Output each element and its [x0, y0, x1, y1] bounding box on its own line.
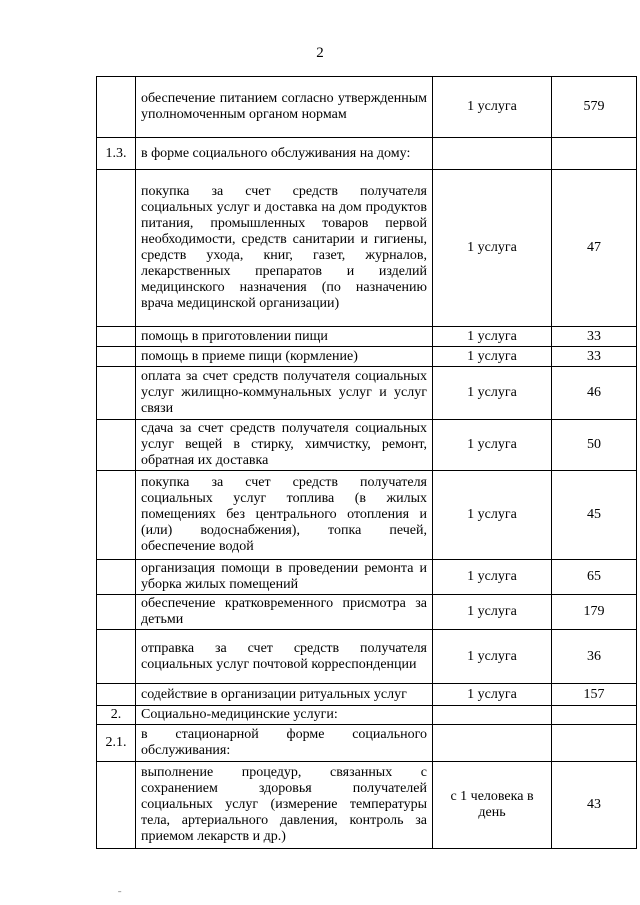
price-value: 50	[552, 420, 637, 471]
row-number	[97, 327, 136, 347]
unit-of-measure: 1 услуга	[433, 327, 552, 347]
service-name: в стационарной форме социального обслуживания:	[136, 725, 433, 762]
unit-of-measure: 1 услуга	[433, 630, 552, 684]
table-row	[97, 138, 637, 170]
price-value: 36	[552, 630, 637, 684]
scan-mark: ˉ	[118, 890, 122, 901]
service-name: Социально-медицинские услуги:	[136, 706, 433, 725]
service-name: выполнение процедур, связанных с сохранением здоровья получателей социальных услуг (измерение температуры тела, артериального давления, контроль за приемом лекарств и др.)	[136, 762, 433, 849]
unit-of-measure	[433, 706, 552, 725]
page-number: 2	[316, 45, 324, 61]
service-name: отправка за счет средств получателя социальных услуг почтовой корреспонденции	[136, 630, 433, 684]
unit-of-measure: 1 услуга	[433, 367, 552, 420]
price-value: 33	[552, 327, 637, 347]
services-tariff-table	[96, 76, 637, 849]
row-number	[97, 347, 136, 367]
row-number	[97, 560, 136, 595]
unit-of-measure	[433, 725, 552, 762]
row-number: 2.	[97, 706, 136, 725]
table-row	[97, 420, 637, 471]
table-row	[97, 77, 637, 138]
price-value	[552, 725, 637, 762]
row-number	[97, 77, 136, 138]
price-value: 65	[552, 560, 637, 595]
unit-of-measure: с 1 человека в день	[433, 762, 552, 849]
table-row	[97, 367, 637, 420]
service-name: обеспечение кратковременного присмотра за детьми	[136, 595, 433, 630]
table-row	[97, 170, 637, 327]
table-row	[97, 347, 637, 367]
service-name: обеспечение питанием согласно утвержденным уполномоченным органом нормам	[136, 77, 433, 138]
price-value	[552, 138, 637, 170]
unit-of-measure: 1 услуга	[433, 471, 552, 560]
table-row	[97, 471, 637, 560]
price-value: 157	[552, 684, 637, 706]
row-number	[97, 471, 136, 560]
unit-of-measure: 1 услуга	[433, 684, 552, 706]
table-row	[97, 684, 637, 706]
price-value: 43	[552, 762, 637, 849]
service-name: организация помощи в проведении ремонта и уборка жилых помещений	[136, 560, 433, 595]
row-number	[97, 420, 136, 471]
price-value: 579	[552, 77, 637, 138]
price-value	[552, 706, 637, 725]
unit-of-measure: 1 услуга	[433, 347, 552, 367]
service-name: в форме социального обслуживания на дому:	[136, 138, 433, 170]
table-row	[97, 630, 637, 684]
service-name: содействие в организации ритуальных услуг	[136, 684, 433, 706]
service-name: сдача за счет средств получателя социальных услуг вещей в стирку, химчистку, ремонт, обратная их доставка	[136, 420, 433, 471]
row-number	[97, 367, 136, 420]
unit-of-measure: 1 услуга	[433, 170, 552, 327]
unit-of-measure: 1 услуга	[433, 595, 552, 630]
unit-of-measure	[433, 138, 552, 170]
price-value: 33	[552, 347, 637, 367]
row-number	[97, 595, 136, 630]
service-name: покупка за счет средств получателя социальных услуг топлива (в жилых помещениях без центрального отопления и (или) водоснабжения), топка печей, обеспечение водой	[136, 471, 433, 560]
row-number	[97, 630, 136, 684]
row-number	[97, 684, 136, 706]
service-name: помощь в приготовлении пищи	[136, 327, 433, 347]
row-number	[97, 762, 136, 849]
price-value: 47	[552, 170, 637, 327]
service-name: покупка за счет средств получателя социальных услуг и доставка на дом продуктов питания, промышленных товаров первой необходимости, средств санитарии и гигиены, средств ухода, книг, газет, журналов, лекарственных препаратов и изделий медицинского назначения (по назначению врача медицинской организации)	[136, 170, 433, 327]
row-number: 2.1.	[97, 725, 136, 762]
service-name: помощь в приеме пищи (кормление)	[136, 347, 433, 367]
table-row	[97, 706, 637, 725]
table-row	[97, 595, 637, 630]
row-number: 1.3.	[97, 138, 136, 170]
table-row	[97, 560, 637, 595]
unit-of-measure: 1 услуга	[433, 420, 552, 471]
unit-of-measure: 1 услуга	[433, 77, 552, 138]
price-value: 179	[552, 595, 637, 630]
table-row	[97, 762, 637, 849]
row-number	[97, 170, 136, 327]
price-value: 46	[552, 367, 637, 420]
unit-of-measure: 1 услуга	[433, 560, 552, 595]
table-row	[97, 327, 637, 347]
table-row	[97, 725, 637, 762]
price-value: 45	[552, 471, 637, 560]
service-name: оплата за счет средств получателя социальных услуг жилищно-коммунальных услуг и услуг связи	[136, 367, 433, 420]
